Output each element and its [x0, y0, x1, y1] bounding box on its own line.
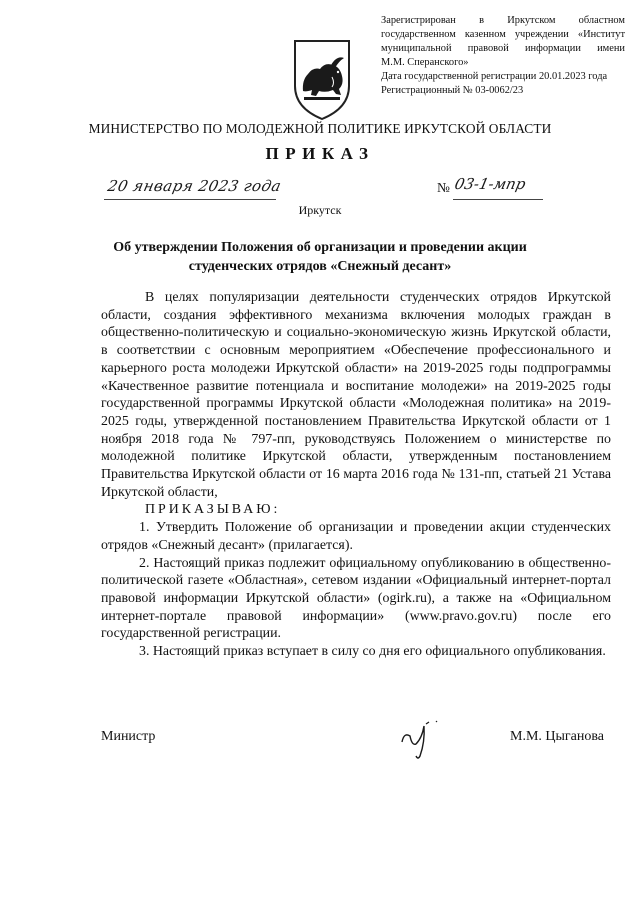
ministry-name: МИНИСТЕРСТВО ПО МОЛОДЕЖНОЙ ПОЛИТИКЕ ИРКУТСКОЙ ОБЛАСТИ: [88, 121, 552, 136]
order-item: 3. Настоящий приказ вступает в силу со дня его официального опубликования.: [139, 644, 606, 660]
registration-line: муниципальной правовой информации имени: [381, 43, 625, 54]
preamble-paragraph: В целях популяризации деятельности студенческих отрядов Иркутской области, создания эффективного механизма включения молодых граждан в общественно-политическую и социально-экономическую жизнь Иркутской области, в соответствии с основным мероприятием «Обеспечение профессионального и карьерного роста молодежи Иркутской области» на 2019-2025 годы подпрограммы «Качественное развитие потенциала и воспитание молодежи» на 2019-2025 годы государственной программы Иркутской области «Молодежная политика» на 2019-2025 годы, утвержденной постановлением Правительства Иркутской области от 1 ноября 2018 года № 797-пп, руководствуясь Положением о министерстве по молодежной политике Иркутской области, утвержденным постановлением Правительства Иркутской области от 16 марта 2016 года № 131-пп, статьей 21 Устава Иркутской области,: [101, 290, 611, 500]
document-title: Об утверждении Положения об организации и проведении акции студенческих отрядов «Снежный десант»: [113, 240, 527, 274]
city: Иркутск: [298, 203, 342, 217]
handwritten-number: 03-1-мпр: [453, 175, 528, 193]
date-underline: [104, 199, 276, 200]
registration-line: Зарегистрирован в Иркутском областном: [381, 15, 625, 26]
signer-position: Министр: [101, 729, 156, 744]
registration-line: Регистрационный № 03-0062/23: [381, 85, 524, 96]
coat-of-arms-icon: [292, 36, 352, 122]
signature-mark: [396, 716, 466, 760]
signer-name: М.М. Цыганова: [510, 729, 605, 744]
number-sign: №: [437, 180, 450, 195]
registration-line: государственном казенном учреждении «Институт: [381, 29, 625, 40]
order-item: 2. Настоящий приказ подлежит официальному опубликованию в общественно-политической газете «Областная», сетевом издании «Официальный интернет-портал правовой информации Иркутской области» (ogirk.ru), а также на «Официальном интернет-портале правовой информации» (www.pravo.gov.ru) после его государственной регистрации.: [101, 555, 611, 642]
number-underline: [453, 199, 543, 200]
document-type: ПРИКАЗ: [265, 144, 375, 163]
registration-line: Дата государственной регистрации 20.01.2023 года: [381, 71, 608, 82]
handwritten-date: 20 января 2023 года: [106, 177, 284, 195]
command-paragraph: ПРИКАЗЫВАЮ:: [145, 502, 281, 518]
order-item: 1. Утвердить Положение об организации и проведении акции студенческих отрядов «Снежный десант» (прилагается).: [101, 520, 611, 553]
registration-line: М.М. Сперанского»: [381, 57, 469, 68]
document-body: [101, 289, 611, 661]
registration-stamp: [381, 14, 625, 98]
